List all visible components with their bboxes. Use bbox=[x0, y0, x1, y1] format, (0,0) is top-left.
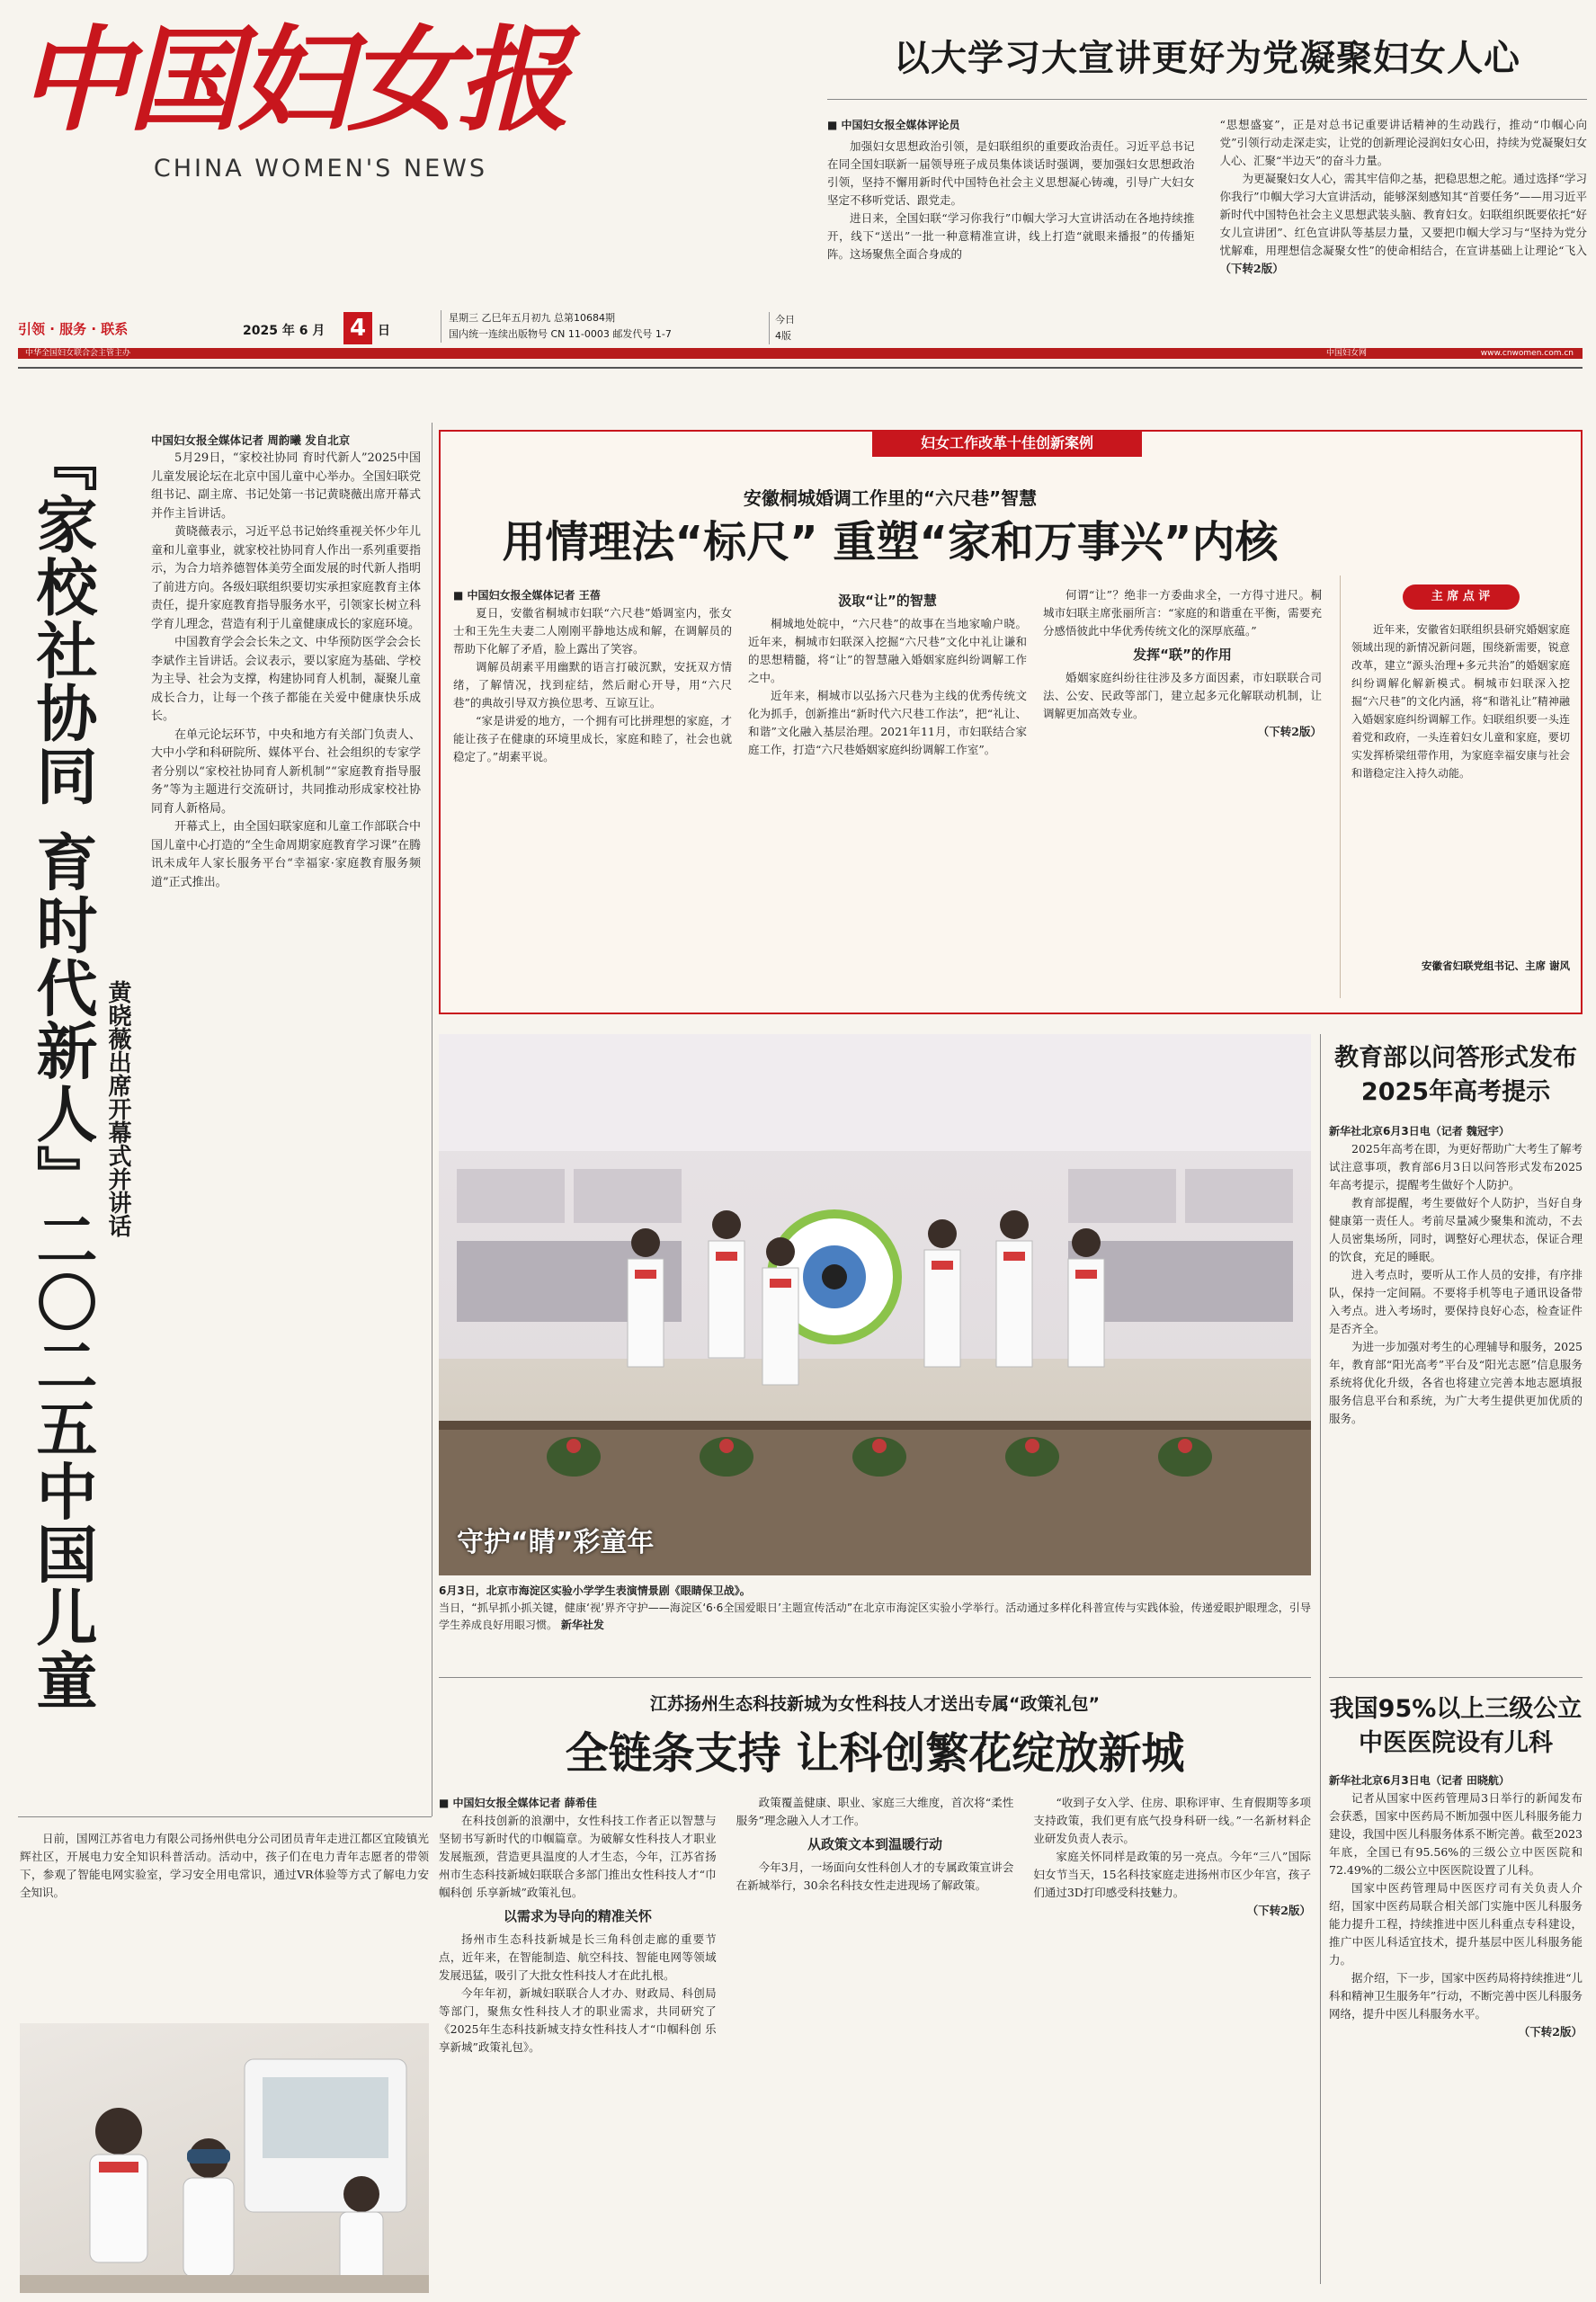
masthead-bar: 中华全国妇女联合会主管主办 中国妇女网 www.cnwomen.com.cn bbox=[18, 348, 1583, 359]
issue-info: 星期三 乙巳年五月初九 总第10684期 国内统一连续出版物号 CN 11-0003 邮发代号 1-7 bbox=[441, 310, 672, 343]
photo-caption: 6月3日，北京市海淀区实验小学学生表演情景剧《眼睛保卫战》。 当日，“抓早抓小抓关键，健康‘视’界齐守护——海淀区‘6·6全国爱眼日’主题宣传活动”在北京市海淀区实验小学举行。活动通过多样化科普宣传与实践体验，传递爱眼护眼理念，引导学生养成良好用眼习惯。 新华社发 bbox=[439, 1584, 1311, 1631]
newspaper-title: 中国妇女报 bbox=[18, 13, 566, 147]
newspaper-title-en: CHINA WOMEN'S NEWS bbox=[153, 155, 487, 183]
masthead bbox=[18, 13, 566, 210]
tcm-story: 我国95%以上三级公立中医医院设有儿科 新华社北京6月3日电（记者 田晓航） 记者从国家中医药管理局3日举行的新闻发布会获悉，国家中医药局不断加强中医儿科服务能力建设，我国中医儿科服务体系不断完善。截至2023年底，全国已有95.56%的三级公立中医医院和72.49%的二级公立中医医院设置了儿科。 国家中医药管理局中医医疗司有关负责人介绍，国家中医药局联合相关部门实施中医儿科服务能力提升工程，持续推进中医儿科重点专科建设，推广中医儿科适宜技术，提升基层中医儿科服务能力。 据介绍，下一步，国家中医药局将持续推进“儿科和精神卫生服务年”行动，不断完善中医儿科服务网络，提升中医儿科服务水平。 （下转2版） bbox=[1329, 1692, 1583, 2286]
case-tag: 妇女工作改革十佳创新案例 bbox=[872, 430, 1142, 457]
case-headline: 用情理法“标尺” 重塑“家和万事兴”内核 bbox=[502, 517, 1279, 567]
stage-performance-image bbox=[439, 1034, 1311, 1575]
case-box: 妇女工作改革十佳创新案例 安徽桐城婚调工作里的“六尺巷”智慧 用情理法“标尺” 重塑“家和万事兴”内核 ■ 中国妇女报全媒体记者 王蓓 夏日，安徽省桐城市妇联“六尺巷”婚调室内，张女士和王先生夫妻二人刚刚平静地达成和解，在调解员的帮助下化解了矛盾，脸上露出了笑容。 调解员胡素平用幽默的语言打破沉默，安抚双方情绪，了解情况，找到症结，然后耐心开导，用“六尺巷”的典故引导双方换位思考、互谅互让。 “家是讲爱的地方，一个拥有可比拼理想的家庭，才能让孩子在健康的环境里成长，家庭和睦了，社会也就稳定了。”胡素平说。 汲取“让”的智慧 桐城地处皖中，“六尺巷”的故事在当地家喻户晓。近年来，桐城市妇联深入挖掘“六尺巷”文化中礼让谦和的思想精髓，将“让”的智慧融入婚姻家庭纠纷调解工作之中。 近年来，桐城市以弘扬六尺巷为主线的优秀传统文化为抓手，创新推出“新时代六尺巷工作法”，把“礼让、和谐”文化融入基层治理。2021年11月，市妇联结合家庭工作，打造“六尺巷婚姻家庭纠纷调解工作室”。 何谓“让”？绝非一方委曲求全，一方得寸进尺。桐城市妇联主席张丽所言：“家庭的和谐重在平衡，需要充分感悟彼此中华优秀传统文化的深厚底蕴。” 发挥“联”的作用 婚姻家庭纠纷往往涉及多方面因素，市妇联联合司法、公安、民政等部门，建立起多元化解联动机制，让调解更加高效专业。 （下转2版） 主 席 点 评 近年来，安徽省妇联组织县研究婚姻家庭领域出现的新情况新问题，围绕新需要，锐意改革，建立“源头治理+多元共治”的婚姻家庭纠纷调解化解新模式。桐城市妇联深入挖掘“六尺巷”的文化内涵，将“和谐礼让”精神融入婚姻家庭纠纷调解工作。妇联组织要一头连着党和政府，一头连着妇女儿童和家庭，要切实发挥桥梁纽带作用，为家庭幸福安康与社会和谐稳定注入持久动能。 安徽省妇联党组书记、主席 谢风 bbox=[439, 430, 1583, 1014]
gaokao-story: 教育部以问答形式发布2025年高考提示 新华社北京6月3日电（记者 魏冠宇） 2025年高考在即，为更好帮助广大考生了解考试注意事项，教育部6月3日以问答形式发布2025年高考提示，提醒考生做好个人防护。 教育部提醒，考生要做好个人防护，当好自身健康第一责任人。考前尽量减少聚集和流动，不去人员密集场所，同时，调整好心理状态，保证合理的饮食，充足的睡眠。 进入考点时，要听从工作人员的安排，有序排队，保持一定间隔。不要将手机等电子通讯设备带入考点。进入考场时，要保持良好心态，检查证件是否齐全。 为进一步加强对考生的心理辅导和服务，2025年，教育部“阳光高考”平台及“阳光志愿”信息服务系统将优化升级，各省也将建立完善本地志愿填报服务信息平台和系统，为广大考生提供更加优质的服务。 bbox=[1329, 1041, 1583, 1563]
lead-body: 中国妇女报全媒体记者 周韵曦 发自北京 5月29日，“家校社协同 育时代新人”2025中国儿童发展论坛在北京中国儿童中心举办。全国妇联党组书记、副主席、书记处第一书记黄晓薇出席开幕式并作主旨讲话。 黄晓薇表示，习近平总书记始终重视关怀少年儿童和儿童事业，就家校社协同育人作出一系列重要指示，为合力培养德智体美劳全面发展的时代新人指明了前进方向。各级妇联组织要切实承担家庭教育主体责任，提升家庭教育指导服务水平，引领家长树立科学育儿理念，营造有利于儿童健康成长的家庭环境。 中国教育学会会长朱之文、中华预防医学会会长李斌作主旨讲话。会议表示，要以家庭为基础、学校为主导、社会为支撑，构建协同育人机制，凝聚儿童成长合力，让每一个孩子都能在关爱中健康快乐成长。 在单元论坛环节，中央和地方有关部门负责人、大中小学和科研院所、媒体平台、社会组织的专家学者分别以“家校社协同育人新机制”“家庭教育指导服务”等为主题进行交流研讨，共同推动形成家校社协同育人新格局。 开幕式上，由全国妇联家庭和儿童工作部联合中国儿童中心打造的“全生命周期家庭教育学习课”在腾讯未成年人家长服务平台“幸福家·家庭教育服务频道”正式推出。 bbox=[151, 433, 421, 889]
page-count: 今日 4版 bbox=[769, 312, 801, 344]
gaokao-headline: 教育部以问答形式发布2025年高考提示 bbox=[1334, 1044, 1577, 1106]
yangzhou-story: 江苏扬州生态科技新城为女性科技人才送出专属“政策礼包” 全链条支持 让科创繁花绽放新城 ■ 中国妇女报全媒体记者 薛希佳 在科技创新的浪潮中，女性科技工作者正以智慧与坚韧书写新时代的巾帼篇章。为破解女性科技人才职业发展瓶颈，营造更具温度的人才生态，今年，江苏省扬州市生态科技新城妇联联合多部门推出女性科技人才“巾帼科创 乐享新城”政策礼包。 以需求为导向的精准关怀 扬州市生态科技新城是长三角科创走廊的重要节点，近年来，在智能制造、航空科技、智能电网等领域发展迅猛，吸引了大批女性科技人才在此扎根。 今年年初，新城妇联联合人才办、财政局、科创局等部门，聚焦女性科技人才的职业需求，共同研究了《2025年生态科技新城支持女性科技人才“巾帼科创 乐享新城”政策礼包》。 政策覆盖健康、职业、家庭三大维度，首次将“柔性服务”理念融入人才工作。 从政策文本到温暖行动 今年3月，一场面向女性科创人才的专属政策宣讲会在新城举行，30余名科技女性走进现场了解政策。 “收到子女入学、住房、职称评审、生育假期等多项支持政策，我们更有底气投身科研一线。”一名新材料企业研发负责人表示。 家庭关怀同样是政策的另一亮点。今年“三八”国际妇女节当天，15名科技家庭走进扬州市区少年宫，孩子们通过3D打印感受科技魅力。 （下转2版） bbox=[439, 1691, 1311, 2293]
commentary-headline: 以大学习大宣讲更好为党凝聚妇女人心 bbox=[894, 38, 1520, 79]
vr-experience-image bbox=[20, 2023, 429, 2293]
case-kicker: 安徽桐城婚调工作里的“六尺巷”智慧 bbox=[743, 487, 1038, 509]
brief-photo bbox=[20, 2023, 429, 2293]
top-commentary: 以大学习大宣讲更好为党凝聚妇女人心 ■ 中国妇女报全媒体评论员 加强妇女思想政治引领，是妇联组织的重要政治责任。习近平总书记在同全国妇联新一届领导班子成员集体谈话时强调，要加强妇女思想政治引领，坚持不懈用新时代中国特色社会主义思想凝心铸魂，引导广大妇女坚定不移听党话、跟党走。 进日来，全国妇联“学习你我行”巾帼大学习大宣讲活动在各地持续推开，线下“送出”一批一种意精准宣讲，线上打造“就眼来播报”的传播矩阵。这场聚焦全面合身成的 “思想盛宴”，正是对总书记重要讲话精神的生动践行，推动“巾帼心向党”引领行动走深走实，让党的创新理论浸润妇女心田，持续为党凝聚妇女人心、汇聚“半边天”的奋斗力量。 为更凝聚妇女人心，需其牢信仰之基，把稳思想之舵。通过选择“学习你我行”巾帼大学习大宣讲活动，能够深刻感知其“首要任务”——用习近平新时代中国特色社会主义思想武装头脑、教育妇女。妇联组织既要依托“好女儿宣讲团”、红色宣讲队等基层力量，又要把巾帼大学习与“坚持为党分忧解难，用理想信念凝聚女性”的使命相结合，在宣讲基础上让理论“飞入 （下转2版） bbox=[827, 38, 1587, 275]
commentary-byline: ■ 中国妇女报全媒体评论员 bbox=[827, 119, 960, 131]
issue-date-suffix: 日 bbox=[378, 324, 390, 338]
tcm-headline: 我国95%以上三级公立中医医院设有儿科 bbox=[1329, 1695, 1583, 1757]
yangzhou-kicker: 江苏扬州生态科技新城为女性科技人才送出专属“政策礼包” bbox=[650, 1694, 1100, 1714]
main-photo bbox=[439, 1034, 1311, 1575]
issue-date-prefix: 2025 年 6 月 bbox=[243, 324, 325, 338]
lead-headline: 『家校社协同 育时代新人』二〇二五中国儿童 bbox=[26, 430, 97, 1712]
yangzhou-headline: 全链条支持 让科创繁花绽放新城 bbox=[565, 1728, 1185, 1779]
issue-date-day: 4 bbox=[343, 312, 372, 344]
yangzhou-byline: ■ 中国妇女报全媒体记者 薛希佳 bbox=[439, 1797, 597, 1809]
slogan: 引领 · 服务 · 联系 bbox=[18, 321, 129, 337]
lead-subheadline: 黄晓薇出席开幕式并讲话 bbox=[104, 980, 131, 1237]
continued-note: （下转2版） bbox=[1219, 262, 1284, 275]
case-byline: ■ 中国妇女报全媒体记者 王蓓 bbox=[453, 589, 601, 602]
chair-comment-title: 主 席 点 评 bbox=[1403, 584, 1520, 610]
brief-story: 日前，国网江苏省电力有限公司扬州供电分公司团员青年走进江都区宜陵镇光辉社区，开展电力安全知识科普活动。活动中，孩子们在电力青年志愿者的带领下，参观了智能电网实验室，学习安全用电常识，通过VR体验等方式了解电力安全知识。 bbox=[20, 1832, 429, 1899]
photo-overlay-title: 守护“睛”彩童年 bbox=[457, 1527, 655, 1558]
chair-comment: 主 席 点 评 近年来，安徽省妇联组织县研究婚姻家庭领域出现的新情况新问题，围绕新需要，锐意改革，建立“源头治理+多元共治”的婚姻家庭纠纷调解化解新模式。桐城市妇联深入挖掘“六尺巷”的文化内涵，将“和谐礼让”精神融入婚姻家庭纠纷调解工作。妇联组织要一头连着党和政府，一头连着妇女儿童和家庭，要切实发挥桥梁纽带作用，为家庭幸福安康与社会和谐稳定注入持久动能。 安徽省妇联党组书记、主席 谢风 bbox=[1340, 576, 1570, 998]
